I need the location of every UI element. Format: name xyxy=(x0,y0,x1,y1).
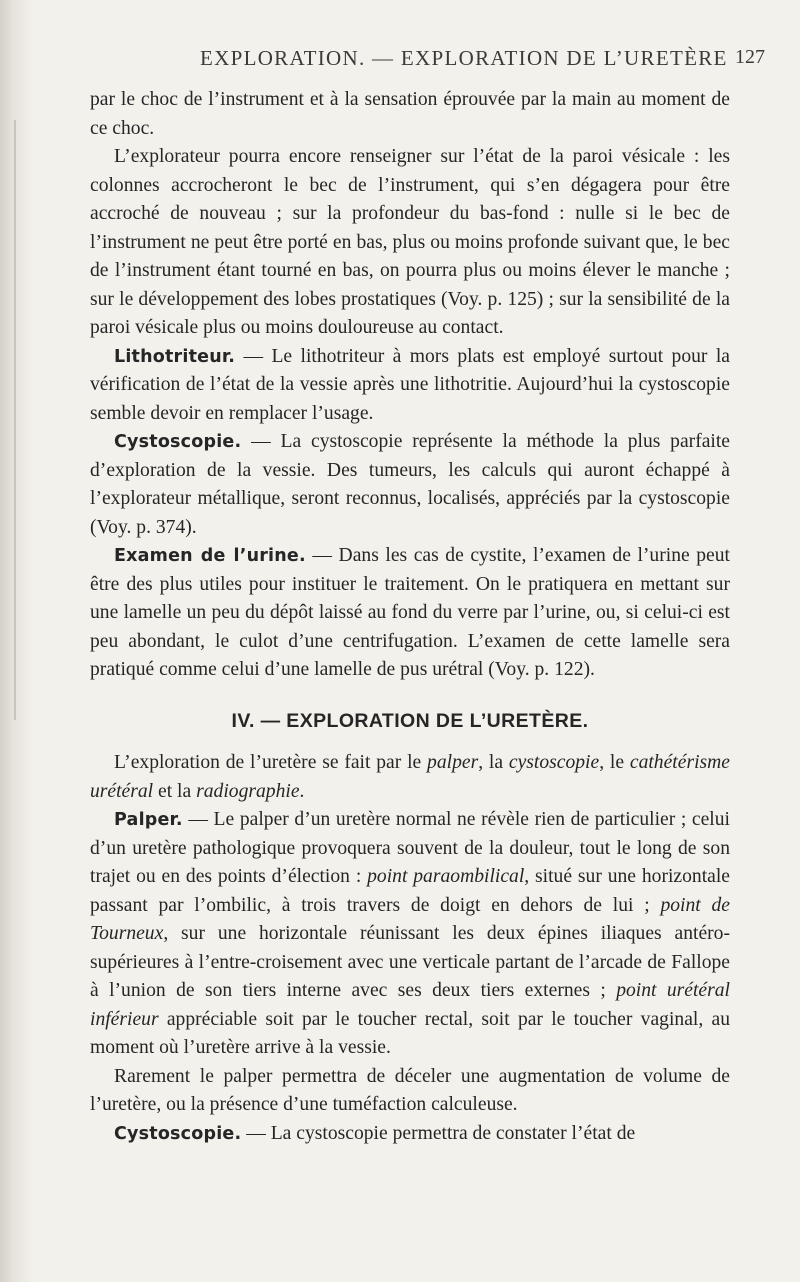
gutter-rule xyxy=(14,120,16,720)
paragraph-continuation: par le choc de l’instrument et à la sensation éprouvée par la main au moment de ce choc. xyxy=(90,89,730,139)
paragraph-lithotriteur xyxy=(90,343,730,429)
italic-cystoscopie: cystoscopie xyxy=(508,752,600,773)
text: , situé sur une horizontale passant par l’ombilic, à trois travers de doigt en dehors de lui ; xyxy=(90,866,730,916)
text: L’exploration de l’uretère se fait par le xyxy=(114,752,428,773)
paragraph-cystoscopie-uretere xyxy=(90,1120,730,1149)
text: , le xyxy=(599,752,630,773)
page-body xyxy=(90,86,730,1148)
paragraph-palper xyxy=(90,806,730,1063)
term-examen-urine: Examen de l’urine. xyxy=(114,546,306,566)
text: — La cystoscopie permettra de constater l’état de xyxy=(241,1122,636,1144)
text: . xyxy=(299,780,305,802)
term-lithotriteur: Lithotriteur. xyxy=(114,346,236,367)
italic-point-tourneux: point de Tourneux xyxy=(90,894,730,944)
paragraph-cystoscopie-vessie xyxy=(90,428,730,542)
paragraph-exploration-uretere xyxy=(90,749,730,806)
running-head: EXPLORATION. — EXPLORATION DE L’URETÈRE xyxy=(200,46,728,70)
text-examen-urine: — Dans les cas de cystite, l’examen de l’urine peut être des plus utiles pour instituer le traitement. On le pratiquera en mettant sur une lamelle un peu du dépôt laissé au fond du verre par l’urine, ou, si celui-ci est peu abondant, le culot d’une centrifugation. L’examen de cette lamelle sera pratiqué comme celui d’une lamelle de pus urétral (Voy. p. 122). xyxy=(90,545,730,680)
paragraph-rarement: Rarement le palper permettra de déceler une augmentation de volume de l’uretère, ou la présence d’une tuméfaction calculeuse. xyxy=(90,1065,730,1115)
italic-radiographie: radiographie xyxy=(196,780,300,802)
page-gutter-shadow xyxy=(0,0,34,1282)
text: et la xyxy=(153,780,197,802)
text: appréciable soit par le toucher rectal, soit par le toucher vaginal, au moment où l’uretère arrive à la vessie. xyxy=(90,1008,730,1058)
text-lithotriteur: — Le lithotriteur à mors plats est employé surtout pour la vérification de l’état de la vessie après une lithotritie. Aujourd’hui la cystoscopie semble devoir en remplacer l’usage. xyxy=(90,345,730,424)
term-cystoscopie-2: Cystoscopie. xyxy=(114,1123,242,1144)
page-number: 127 xyxy=(735,46,765,68)
italic-palper: palper xyxy=(427,752,479,773)
text-cystoscopie: — La cystoscopie représente la méthode la plus parfaite d’exploration de la vessie. Des tumeurs, les calculs qui auront échappé à l’explorateur métallique, seront reconnus, localisés, appréciés par la cystoscopie (Voy. p. 374). xyxy=(90,431,730,538)
italic-catheterisme: cathétérisme urétéral xyxy=(90,752,730,802)
paragraph-explorateur: L’explorateur pourra encore renseigner sur l’état de la paroi vésicale : les colonnes accrocheront le bec de l’instrument, qui s’en dégagera pour être accroché de nouveau ; sur la profondeur du bas-fond : nulle si le bec de l’instrument ne peut être porté en bas, plus ou moins profonde suivant que, le bec de l’instrument étant tourné en bas, on pourra plus ou moins élever le manche ; sur le développement des lobes prostatiques (Voy. p. 125) ; sur la sensibilité de la paroi vésicale plus ou moins douloureuse au contact. xyxy=(90,146,730,338)
section-heading: IV. — EXPLORATION DE L’URETÈRE. xyxy=(231,709,589,732)
text: , sur une horizontale réunissant les deux épines iliaques antéro-supérieures à l’entre-croisement avec une verticale partant de l’arcade de Fallope à l’union de son tiers interne avec ses deux tiers externes ; xyxy=(90,923,730,1001)
italic-point-ureteral: point urétéral inférieur xyxy=(90,980,730,1030)
paragraph-examen-urine xyxy=(90,542,730,685)
term-cystoscopie: Cystoscopie. xyxy=(114,432,242,452)
text: — Le palper d’un uretère normal ne révèle rien de particulier ; celui d’un uretère pathologique provoquera souvent de la douleur, tout le long de son trajet ou en des points d’élection : xyxy=(90,809,730,887)
term-palper: Palper. xyxy=(114,810,183,830)
text: , la xyxy=(478,752,509,773)
italic-point-paraombilical: point paraombilical xyxy=(367,866,525,887)
